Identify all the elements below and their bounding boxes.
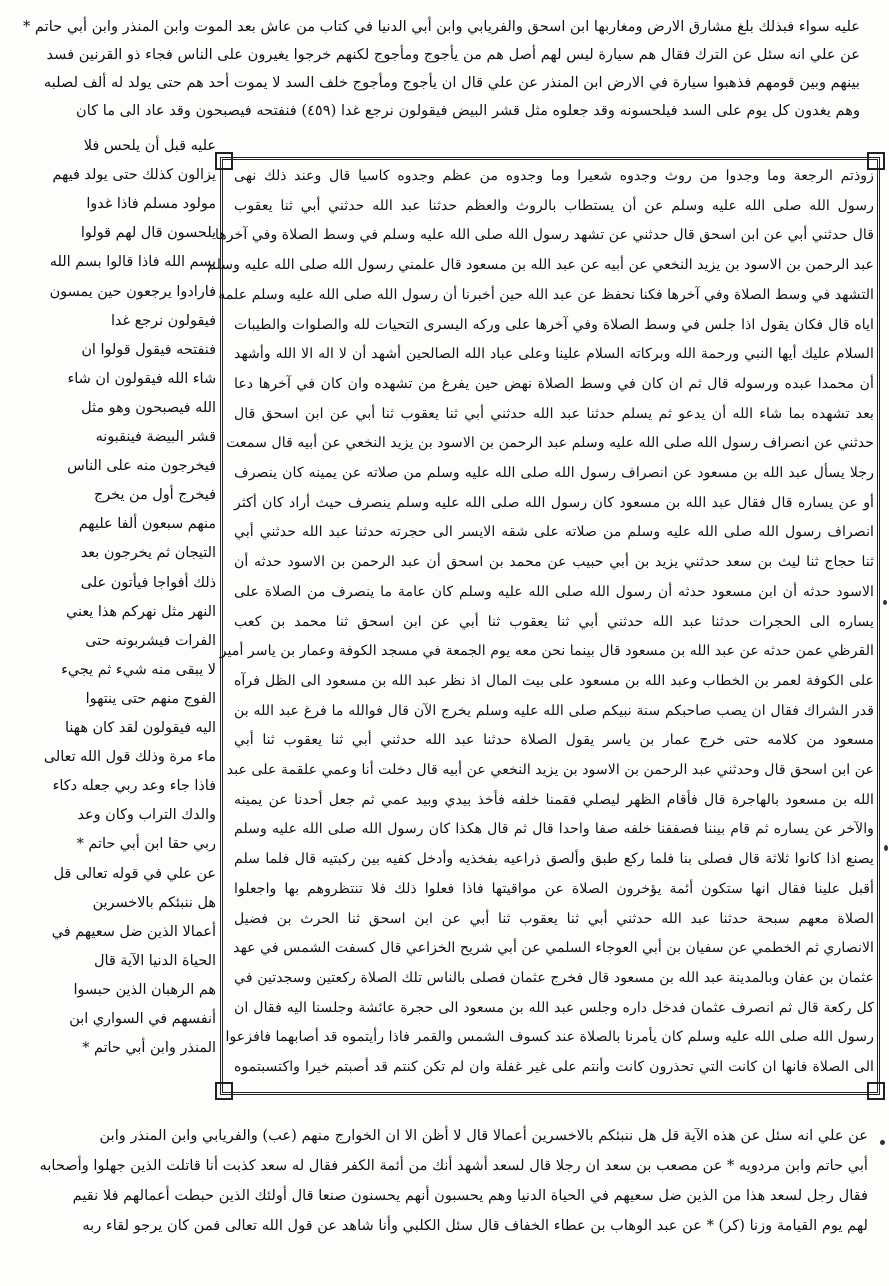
side-text-line: فيخرج أول من يخرج: [93, 487, 216, 504]
frame-corner-ornament: [215, 1082, 233, 1100]
side-text-line: يزالون كذلك حتى يولد فيهم: [52, 167, 216, 184]
side-text-line: الحياة الدنيا الآية قال: [94, 952, 216, 969]
scan-speck: [880, 1140, 885, 1145]
main-text-line: أن محمدا عبده ورسوله قال ثم ان كان في وسط الصلاة نهض حين يفرغ من تشهده وان كان في آخرها دعا: [234, 375, 874, 392]
top-text-line: بينهم وبين قومهم فذهبوا سيارة في الارض ابن المنذر عن علي قال ان يأجوج ومأجوج خلف السد لا يموت أحد هم حتى يولد له ألف لصلبه: [43, 74, 860, 91]
side-text-line: ذلك أفواجا فيأتون على: [80, 574, 216, 591]
side-text-line: والدك التراب وكان وعد: [77, 807, 216, 824]
side-text-line: أنفسهم في السواري ابن: [69, 1011, 216, 1027]
scan-speck: [884, 845, 888, 851]
main-text-line: زوذتم الرجعة وما وجدوا من روث وجدوه شعيرا وما وجدوه من عظم وجدوه كاسيا قال وعند ذلك نهى: [234, 168, 874, 184]
bottom-text-line: فقال رجل لسعد هذا من الذين ضل سعيهم في الحياة الدنيا وهم يحسبون أنهم يحسنون صنعا قال أولئك الذين حبطت أعمالهم فلا نقيم: [72, 1187, 868, 1204]
side-text-line: فارادوا يرجعون حين يمسون: [49, 283, 216, 300]
bottom-text-line: أبي حاتم وابن مردويه * عن مصعب بن سعد ان رجلا قال لسعد أشهد أنك من أئمة الكفر فقال له سعد كذبت أنا قاتلت الذين جهلوا وأصحابه: [39, 1157, 868, 1174]
main-text-line: يساره الى الحجرات حدثنا عبد الله حدثني أبي ثنا يعقوب ثنا أبي عن ابن اسحق ثنا محمد بن كعب: [234, 613, 874, 630]
bottom-text-line: لهم يوم القيامة وزنا (كر) * عن عبد الوهاب بن عطاء الخفاف قال سئل الكلبي وأنا شاهد عن قول الله تعالى فمن كان يرجو لقاء ربه: [82, 1217, 868, 1234]
frame-corner-ornament: [867, 1082, 885, 1100]
side-text-line: هل ننبئكم بالاخسرين: [92, 894, 216, 911]
main-text-line: رجلا يسأل عبد الله بن مسعود عن انصراف رسول الله صلى الله عليه وسلم من صلاته عن يمينه كان ينصرف: [234, 465, 874, 481]
side-text-line: فاذا جاء وعد ربي جعله دكاء: [52, 778, 216, 795]
main-text-line: عثمان بن عفان وبالمدينة عبد الله بن مسعود قال فخرج عثمان فصلى بالناس تلك الصلاة ركعتين وسجدتين في: [234, 969, 874, 986]
main-text-line: يصنع اذا كانوا ثلاثة قال فصلى بنا فلما ركع طبق وألصق ذراعيه بفخذيه وأدخل كفيه بين ركبتيه قال فلما سلم: [234, 851, 874, 868]
main-text-line: أقبل علينا فقال انها ستكون أئمة يؤخرون الصلاة عن مواقيتها فاذا فعلوا ذلك فلا تنتظروهم بها واجعلوا: [234, 880, 874, 897]
side-text-line: مولود مسلم فاذا غدوا: [86, 196, 216, 213]
side-text-line: فيخرجون منه على الناس: [67, 458, 216, 475]
side-text-line: بسم الله فاذا قالوا بسم الله: [49, 254, 216, 271]
main-text-line: انصراف رسول الله صلى الله عليه وسلم من صلاته على شقه الايسر الى حجرته حدثنا عبد الله حدثني أبي: [234, 524, 874, 541]
main-text-line: رسول الله صلى الله عليه وسلم عن أن يستطاب بالروث والعظم حدثنا عبد الله حدثني أبي ثنا يعقوب: [234, 197, 874, 214]
frame-corner-ornament: [215, 152, 233, 170]
side-text-line: يلحسون قال لهم قولوا: [80, 225, 216, 242]
main-text-line: قدر الشراك فقال ان يصب صاحبكم سنة نبيكم صلى الله عليه وسلم يخرج الآن قال فوالله ما فرغ عبد الله بن: [234, 702, 874, 719]
main-text-line: السلام عليك أيها النبي ورحمة الله وبركاته السلام علينا وعلى عباد الله الصالحين أشهد أن لا اله الا الله وأشهد: [234, 346, 874, 363]
main-text-line: رسول الله صلى الله عليه وسلم كان يأمرنا بالصلاة عند كسوف الشمس والقمر فاذا رأيتموه قد أصابهما فافزعوا: [225, 1029, 874, 1046]
main-text-line: عبد الرحمن بن الاسود بن يزيد النخعي عن أبيه عن عبد الله بن مسعود قال علمني رسول الله صلى الله عليه وسلم: [207, 257, 874, 274]
side-text-line: التيجان ثم يخرجون بعد: [80, 545, 216, 562]
main-text-line: كل ركعة قال ثم انصرف عثمان فدخل داره وجلس عبد الله بن مسعود الى حجرة عائشة وجلسنا اليه فقال ان: [234, 999, 874, 1016]
side-text-line: عن علي في قوله تعالى قل: [53, 865, 216, 882]
top-text-line: عليه سواء فبذلك بلغ مشارق الارض ومغاربها ابن اسحق والفريابي وابن أبي الدنيا في كتاب من عاش بعد الموت وابن المنذر وابن أبي حاتم *: [23, 18, 860, 35]
main-text-line: التشهد في وسط الصلاة وفي آخرها فكنا نحفظ عن عبد الله حين أخبرنا أن رسول الله صلى الله عليه وسلم علمه: [218, 286, 874, 303]
main-text-line: الى الصلاة فانها ان كانت التي تحذرون كانت وأنتم على غير غفلة وان لم تكن كنتم قد أصبتم خيرا واكتسبتموه: [234, 1059, 874, 1075]
main-text-line: الاسود حدثه أن ابن مسعود حدثه أن رسول الله صلى الله عليه وسلم كان عامة ما ينصرف من الصلاة على: [234, 583, 874, 600]
bottom-text-line: عن علي انه سئل عن هذه الآية قل هل ننبئكم بالاخسرين أعمالا قال لا أظن الا ان الخوارج منهم (عب) والفريابي وابن المنذر وابن: [99, 1127, 868, 1144]
side-text-line: الفرات فيشربونه حتى: [85, 632, 216, 649]
main-text-line: الصلاة معهم سبحة حدثنا عبد الله حدثني أبي ثنا يعقوب ثنا أبي عن ابن اسحق ثنا الحرث بن فضيل: [234, 910, 874, 927]
top-text-line: وهم يغدون كل يوم على السد فيلحسونه وقد جعلوه مثل قشر البيض فيقولون نرجع غدا (٤٥٩) فنفتحه فيصبحون وقد عاد الى ما كان: [76, 102, 860, 119]
side-text-line: فيقولون نرجع غدا: [110, 312, 216, 329]
side-text-line: المنذر وابن أبي حاتم *: [82, 1040, 216, 1057]
side-text-line: قشر البيضة فينقبونه: [95, 429, 216, 445]
side-text-line: شاء الله فيقولون ان شاء: [67, 370, 216, 387]
side-text-line: عليه قبل أن يلحس فلا: [83, 138, 216, 154]
main-text-line: مسعود من كلامه حتى خرج عمار بن ياسر يقول الصلاة حدثنا عبد الله حدثني أبي ثنا يعقوب ثنا أبي: [234, 732, 874, 749]
side-text-line: فنفتحه فيقول قولوا ان: [81, 341, 216, 358]
side-text-line: هم الرهبان الذين حبسوا: [73, 981, 216, 998]
side-text-line: منهم سبعون ألفا عليهم: [78, 516, 216, 533]
main-text-line: والآخر عن يساره ثم قام بيننا فصففنا خلفه صفا واحدا قال ثم قال هكذا كان رسول الله صلى الله عليه وسلم: [234, 821, 874, 838]
side-text-line: لا يبقى منه شيء ثم يجيء: [61, 661, 216, 678]
main-text-line: بعد تشهده بما شاء الله أن يدعو ثم يسلم حدثنا عبد الله حدثني أبي ثنا يعقوب ثنا أبي عن ابن اسحق قال: [234, 405, 874, 422]
side-text-line: الفوج منهم حتى ينتهوا: [85, 690, 216, 707]
top-text-line: عن علي انه سئل عن الترك فقال هم سيارة ليس لهم أصل هم من يأجوج ومأجوج لكنهم خرجوا يغيرون على الناس فجاء ذو القرنين فسد: [46, 46, 860, 63]
scan-speck: [883, 600, 887, 605]
main-text-line: أو عن يساره قال فقال عبد الله بن مسعود كان رسول الله صلى الله عليه وسلم ينصرف حيث أراد كان أكثر: [234, 494, 874, 511]
main-text-line: اياه قال فكان يقول اذا جلس في وسط الصلاة وفي آخرها على وركه اليسرى التحيات لله والصلوات والطيبات: [234, 316, 874, 333]
main-text-line: ثنا حجاج ثنا ليث بن سعد حدثني يزيد بن أبي حبيب عن محمد بن اسحق أن عبد الرحمن بن الاسود حدثه أن: [234, 554, 874, 571]
side-text-line: اليه فيقولون لقد كان ههنا: [64, 720, 216, 736]
side-text-line: الله فيصبحون وهو مثل: [81, 399, 216, 416]
main-text-line: الله بن مسعود بالهاجرة قال فأقام الظهر ليصلي فقمنا خلفه فأخذ بيدي وبيد عمي ثم جعل أحدنا عن يمينه: [234, 791, 874, 808]
main-text-line: قال حدثني أبي عن ابن اسحق قال حدثني عن تشهد رسول الله صلى الله عليه وسلم في وسط الصلاة وفي آخرها: [214, 227, 874, 244]
side-text-line: ربي حقا ابن أبي حاتم *: [76, 836, 216, 853]
side-text-line: أعمالا الذين ضل سعيهم في: [51, 923, 216, 940]
side-text-line: ماء مرة وذلك قول الله تعالى: [43, 749, 216, 766]
main-text-line: على الكوفة لعمر بن الخطاب وعبد الله بن مسعود على بيت المال اذ نظر عبد الله بن مسعود الى الظل فرآه: [234, 672, 874, 689]
main-text-line: الانصاري ثم الخطمي عن سفيان بن أبي العوجاء السلمي عن أبي شريح الخزاعي قال كسفت الشمس في عهد: [233, 940, 874, 957]
main-text-line: عن ابن اسحق قال وحدثني عبد الرحمن بن الاسود بن يزيد النخعي عن أبيه قال دخلت أنا وعمي علقمة على عبد: [226, 762, 874, 778]
side-text-line: النهر مثل نهركم هذا يعني: [66, 603, 216, 620]
main-text-line: حدثني عن انصراف رسول الله صلى الله عليه وسلم عبد الرحمن بن الاسود بن يزيد النخعي عن أبيه قال سمعت: [226, 435, 874, 452]
main-text-line: القرظي عمن حدثه عن عبد الله بن مسعود قال بينما نحن معه يوم الجمعة في مسجد الكوفة وعمار بن ياسر أمير: [219, 643, 874, 660]
